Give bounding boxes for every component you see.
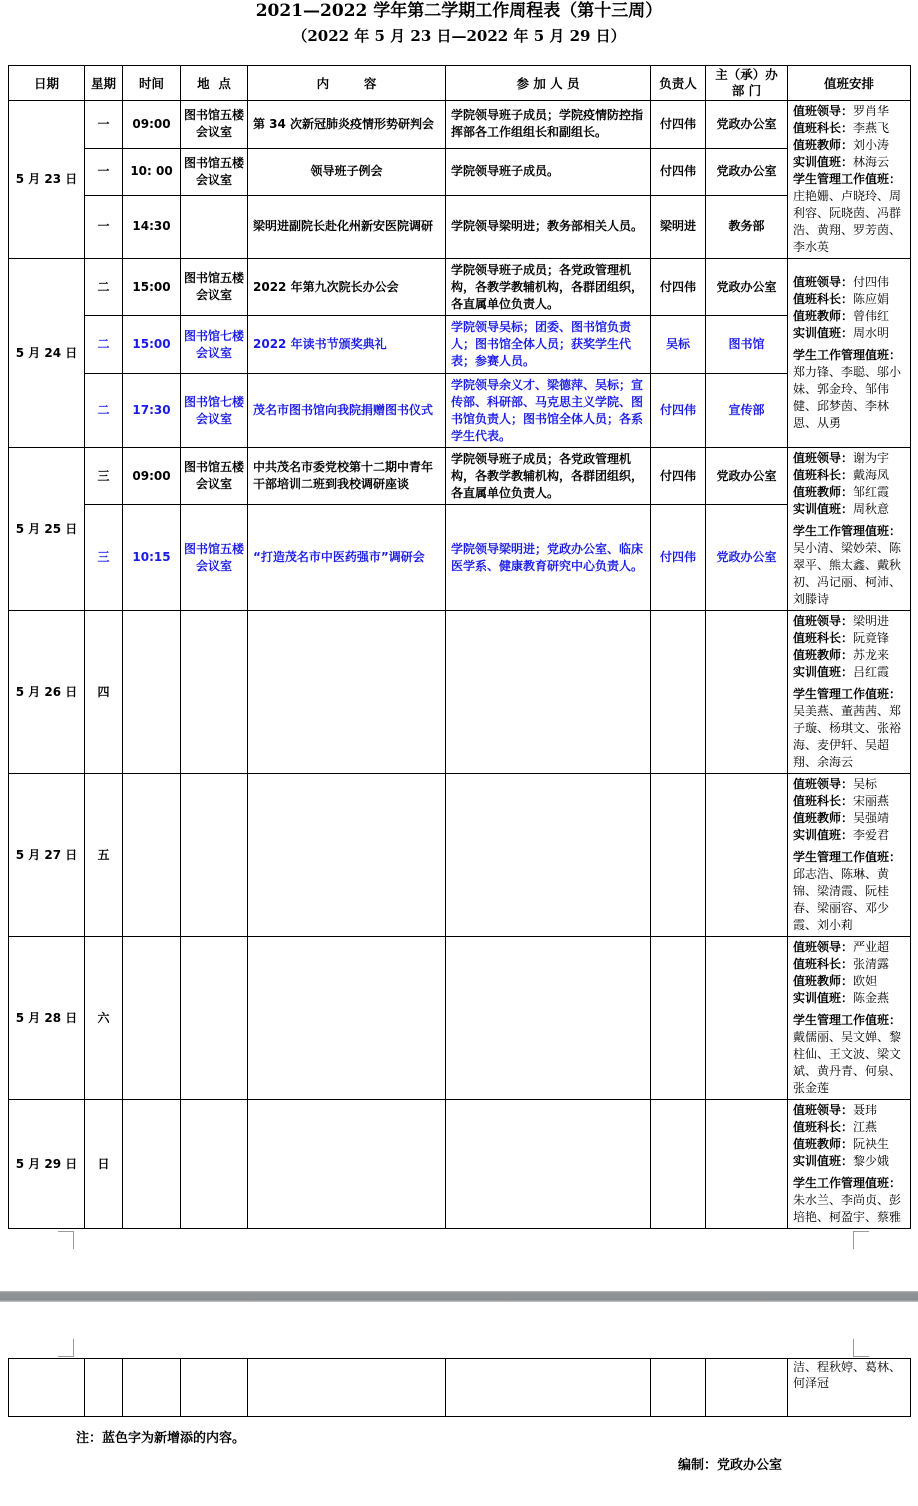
- place-cell: [181, 774, 248, 937]
- table-row: [9, 148, 911, 195]
- weekday-cell: [85, 1359, 123, 1417]
- participants-cell: 学院领导梁明进；教务部相关人员。: [446, 195, 651, 258]
- content-cell: 梁明进副院长赴化州新安医院调研: [248, 195, 446, 258]
- leader-cell: 吴标: [651, 316, 706, 374]
- time-cell: 09:00: [123, 448, 181, 505]
- content-cell: 中共茂名市委党校第十二期中青年干部培训二班到我校调研座谈: [248, 448, 446, 505]
- editor-credit: 编制：党政办公室: [678, 1458, 783, 1473]
- weekday-cell: 二: [85, 316, 123, 374]
- time-cell: 09:00: [123, 101, 181, 149]
- weekday-cell: 一: [85, 148, 123, 195]
- dept-cell: [706, 774, 788, 937]
- table-row: [9, 316, 911, 374]
- participants-cell: [446, 774, 651, 937]
- page-corner-mark: [853, 1339, 869, 1357]
- dept-cell: [706, 1359, 788, 1417]
- dept-cell: 党政办公室: [706, 448, 788, 505]
- leader-cell: 梁明进: [651, 195, 706, 258]
- page-break-separator: [0, 1291, 918, 1302]
- dept-cell: 教务部: [706, 195, 788, 258]
- place-cell: 图书馆七楼会议室: [181, 316, 248, 374]
- leader-cell: 付四伟: [651, 374, 706, 448]
- header-time: 时间: [123, 66, 181, 101]
- duty-cell: 值班领导：严业超 值班科长：张清露 值班教师：欧妲 实训值班：陈金燕 学生管理工作值班： 戴儒丽、吴文婵、黎柱仙、王文波、梁文斌、黄丹青、何泉、张金莲: [788, 937, 911, 1100]
- time-cell: 14:30: [123, 195, 181, 258]
- table-row: [9, 505, 911, 611]
- participants-cell: 学院领导班子成员；各党政管理机构，各教学教辅机构，各群团组织，各直属单位负责人。: [446, 259, 651, 316]
- content-cell: 2022 年第九次院长办公会: [248, 259, 446, 316]
- weekday-cell: 日: [85, 1100, 123, 1229]
- duty-cell: 值班领导：梁明进 值班科长：阮竟锋 值班教师：苏龙来 实训值班：吕红霞 学生管理工作值班： 吴美燕、董茜茜、郑子璇、杨琪文、张裕海、麦伊轩、吴超翔、余海云: [788, 611, 911, 774]
- leader-cell: 付四伟: [651, 259, 706, 316]
- header-weekday: 星期: [85, 66, 123, 101]
- leader-cell: 付四伟: [651, 448, 706, 505]
- content-cell: 领导班子例会: [248, 148, 446, 195]
- weekday-cell: 五: [85, 774, 123, 937]
- weekday-cell: 四: [85, 611, 123, 774]
- time-cell: [123, 1359, 181, 1417]
- content-cell: 茂名市图书馆向我院捐赠图书仪式: [248, 374, 446, 448]
- date-cell: 5 月 23 日: [9, 101, 85, 259]
- participants-cell: 学院领导班子成员；学院疫情防控指挥部各工作组组长和副组长。: [446, 101, 651, 149]
- schedule-table-continued: [8, 1358, 911, 1417]
- weekday-cell: 六: [85, 937, 123, 1100]
- dept-cell: [706, 937, 788, 1100]
- table-row: [9, 374, 911, 448]
- leader-cell: [651, 774, 706, 937]
- header-participants: 参 加 人 员: [446, 66, 651, 101]
- leader-cell: [651, 937, 706, 1100]
- time-cell: [123, 937, 181, 1100]
- header-date: 日期: [9, 66, 85, 101]
- duty-cell: 值班领导：谢为宇 值班科长：戴海凤 值班教师：邹红霞 实训值班：周秋意 学生工作管理值班： 吴小清、梁妙荣、陈翠平、熊太鑫、戴秋初、冯记丽、柯沛、刘滕诗: [788, 448, 911, 611]
- dept-cell: 图书馆: [706, 316, 788, 374]
- time-cell: 15:00: [123, 316, 181, 374]
- weekday-cell: 三: [85, 505, 123, 611]
- header-leader: 负责人: [651, 66, 706, 101]
- header-place: 地 点: [181, 66, 248, 101]
- time-cell: 10: 00: [123, 148, 181, 195]
- time-cell: [123, 611, 181, 774]
- leader-cell: 付四伟: [651, 148, 706, 195]
- duty-cell-continued: 洁、程秋婷、葛林、何泽冠: [788, 1359, 911, 1417]
- header-dept: 主（承）办部 门: [706, 66, 788, 101]
- table-row: [9, 1359, 911, 1417]
- weekday-cell: 三: [85, 448, 123, 505]
- participants-cell: 学院领导吴标；团委、图书馆负责人；图书馆全体人员；获奖学生代表；参赛人员。: [446, 316, 651, 374]
- table-row: [9, 195, 911, 258]
- dept-cell: 党政办公室: [706, 101, 788, 149]
- dept-cell: 党政办公室: [706, 259, 788, 316]
- time-cell: [123, 1100, 181, 1229]
- table-row: [9, 937, 911, 1100]
- header-duty: 值班安排: [788, 66, 911, 101]
- time-cell: [123, 774, 181, 937]
- date-cell: 5 月 26 日: [9, 611, 85, 774]
- place-cell: 图书馆五楼会议室: [181, 259, 248, 316]
- table-header-row: [9, 66, 911, 101]
- page-corner-mark: [58, 1231, 74, 1249]
- weekday-cell: 二: [85, 374, 123, 448]
- content-cell: [248, 1100, 446, 1229]
- date-cell: 5 月 24 日: [9, 259, 85, 448]
- schedule-table: [8, 65, 911, 1229]
- participants-cell: [446, 937, 651, 1100]
- page-corner-mark: [853, 1231, 869, 1249]
- place-cell: [181, 611, 248, 774]
- table-row: [9, 611, 911, 774]
- participants-cell: 学院领导班子成员。: [446, 148, 651, 195]
- header-content: 内 容: [248, 66, 446, 101]
- weekday-cell: 一: [85, 195, 123, 258]
- time-cell: 10:15: [123, 505, 181, 611]
- participants-cell: 学院领导梁明进；党政办公室、临床医学系、健康教育研究中心负责人。: [446, 505, 651, 611]
- table-row: [9, 1100, 911, 1229]
- dept-cell: 党政办公室: [706, 148, 788, 195]
- dept-cell: 宣传部: [706, 374, 788, 448]
- page-corner-mark: [58, 1339, 74, 1357]
- date-cell: 5 月 29 日: [9, 1100, 85, 1229]
- weekday-cell: 二: [85, 259, 123, 316]
- leader-cell: [651, 1359, 706, 1417]
- date-cell: 5 月 27 日: [9, 774, 85, 937]
- place-cell: 图书馆五楼会议室: [181, 448, 248, 505]
- date-cell: 5 月 25 日: [9, 448, 85, 611]
- place-cell: [181, 1359, 248, 1417]
- table-row: [9, 101, 911, 149]
- content-cell: [248, 611, 446, 774]
- place-cell: 图书馆七楼会议室: [181, 374, 248, 448]
- date-cell: [9, 1359, 85, 1417]
- place-cell: 图书馆五楼会议室: [181, 101, 248, 149]
- content-cell: [248, 937, 446, 1100]
- dept-cell: [706, 611, 788, 774]
- table-row: [9, 448, 911, 505]
- content-cell: [248, 774, 446, 937]
- duty-cell: 值班领导：吴标 值班科长：宋丽燕 值班教师：吴强靖 实训值班：李爱君 学生管理工作值班： 邱志浩、陈琳、黄锦、梁清霞、阮桂春、梁丽容、邓少霞、刘小莉: [788, 774, 911, 937]
- footnote: 注：蓝色字为新增添的内容。: [76, 1431, 246, 1446]
- place-cell: [181, 195, 248, 258]
- weekday-cell: 一: [85, 101, 123, 149]
- content-cell: 2022 年读书节颁奖典礼: [248, 316, 446, 374]
- place-cell: [181, 1100, 248, 1229]
- leader-cell: [651, 1100, 706, 1229]
- participants-cell: [446, 1100, 651, 1229]
- leader-cell: [651, 611, 706, 774]
- time-cell: 17:30: [123, 374, 181, 448]
- leader-cell: 付四伟: [651, 505, 706, 611]
- leader-cell: 付四伟: [651, 101, 706, 149]
- content-cell: “打造茂名市中医药强市”调研会: [248, 505, 446, 611]
- dept-cell: 党政办公室: [706, 505, 788, 611]
- document-title: 2021—2022 学年第二学期工作周程表（第十三周）: [255, 1, 663, 21]
- place-cell: 图书馆五楼会议室: [181, 148, 248, 195]
- duty-cell: 值班领导：罗肖华 值班科长：李燕飞 值班教师：刘小涛 实训值班：林海云 学生管理工作值班： 庄艳姗、卢晓玲、周利容、阮晓茵、冯群浩、黄翔、罗芳茵、李水英: [788, 101, 911, 259]
- content-cell: [248, 1359, 446, 1417]
- time-cell: 15:00: [123, 259, 181, 316]
- table-row: [9, 774, 911, 937]
- participants-cell: [446, 1359, 651, 1417]
- document-subtitle: （2022 年 5 月 23 日—2022 年 5 月 29 日）: [292, 27, 626, 45]
- date-cell: 5 月 28 日: [9, 937, 85, 1100]
- content-cell: 第 34 次新冠肺炎疫情形势研判会: [248, 101, 446, 149]
- dept-cell: [706, 1100, 788, 1229]
- place-cell: [181, 937, 248, 1100]
- participants-cell: 学院领导余义才、梁德萍、吴标；宣传部、科研部、马克思主义学院、图书馆负责人；图书馆全体人员；各系学生代表。: [446, 374, 651, 448]
- place-cell: 图书馆五楼会议室: [181, 505, 248, 611]
- participants-cell: [446, 611, 651, 774]
- table-row: [9, 259, 911, 316]
- duty-cell: 值班领导：聂玮 值班科长：江燕 值班教师：阮袂生 实训值班：黎少娥 学生工作管理值班： 朱水兰、李尚贞、彭培艳、柯盈宇、蔡雅: [788, 1100, 911, 1229]
- participants-cell: 学院领导班子成员；各党政管理机构，各教学教辅机构，各群团组织，各直属单位负责人。: [446, 448, 651, 505]
- duty-cell: 值班领导：付四伟 值班科长：陈应娟 值班教师：曾伟红 实训值班：周水明 学生工作管理值班： 郑力锋、李聪、邬小妹、郭金玲、邹伟健、邱梦茵、李林恩、从勇: [788, 259, 911, 448]
